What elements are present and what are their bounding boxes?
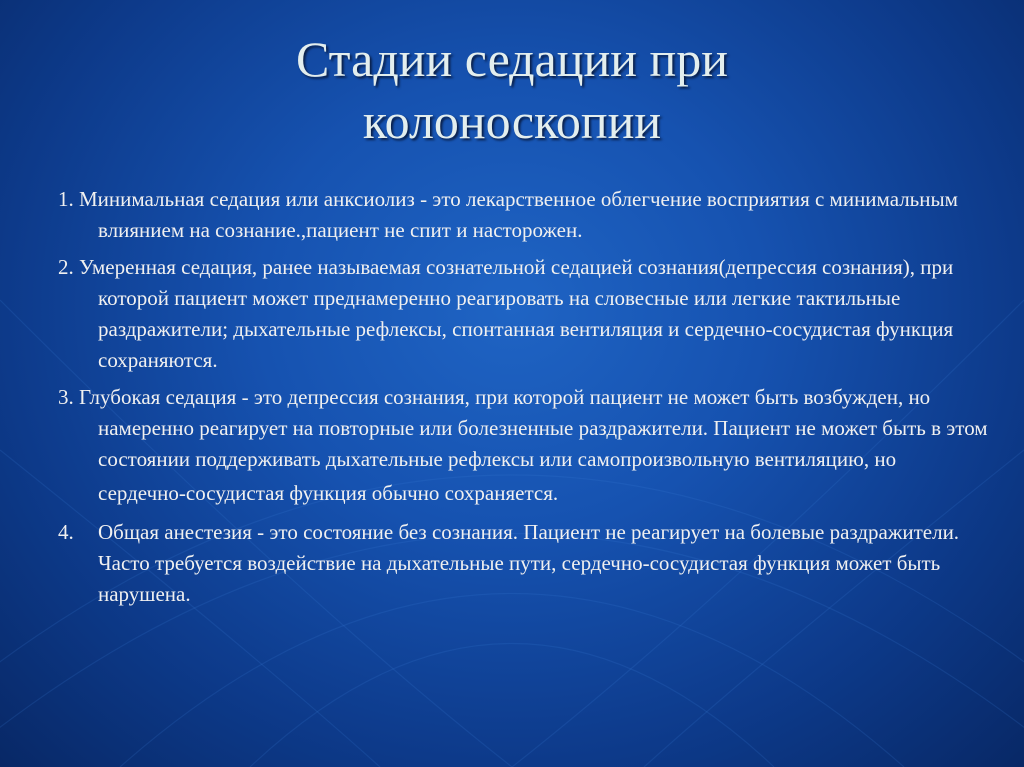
list-item-4	[58, 517, 988, 610]
slide-title-line-1: Стадии седации при	[295, 31, 729, 87]
list-item-1	[58, 184, 988, 246]
list-item-number: 2.	[58, 255, 74, 279]
list-item-text: Минимальная седация или анксиолиз - это лекарственное облегчение восприятия с минимальным влиянием на сознание.,пациент не спит и насторожен.	[79, 187, 958, 242]
list-item-number: 1.	[58, 187, 74, 211]
list-item-text: Глубокая седация - это депрессия сознания, при которой пациент не может быть возбужден, но намеренно реагирует на повторные или болезненные раздражители. Пациент не может быть в этом состоянии поддерживать дыхательные рефлексы или самопроизвольную вентиляцию, но	[79, 385, 988, 471]
list-item-number: 4.	[58, 520, 74, 544]
list-item-3	[58, 382, 988, 511]
list-item-text: Общая анестезия - это состояние без сознания. Пациент не реагирует на болевые раздражители. Часто требуется воздействие на дыхательные пути, сердечно-сосудистая функция может быть нарушена.	[98, 520, 960, 606]
list-item-text: Умеренная седация, ранее называемая сознательной седацией сознания(депрессия сознания), при которой пациент может преднамеренно реагировать на словесные или легкие тактильные раздражители; дыхательные рефлексы, спонтанная вентиляция и сердечно-сосудистая функция сохраняются.	[79, 255, 954, 372]
list-item-2	[58, 252, 988, 376]
slide-body	[58, 184, 988, 616]
list-item-text-continued: сердечно-сосудистая функция обычно сохраняется.	[98, 481, 559, 505]
list-item-number: 3.	[58, 385, 74, 409]
slide-title	[0, 28, 1024, 152]
slide-title-line-2: колоноскопии	[362, 93, 662, 149]
